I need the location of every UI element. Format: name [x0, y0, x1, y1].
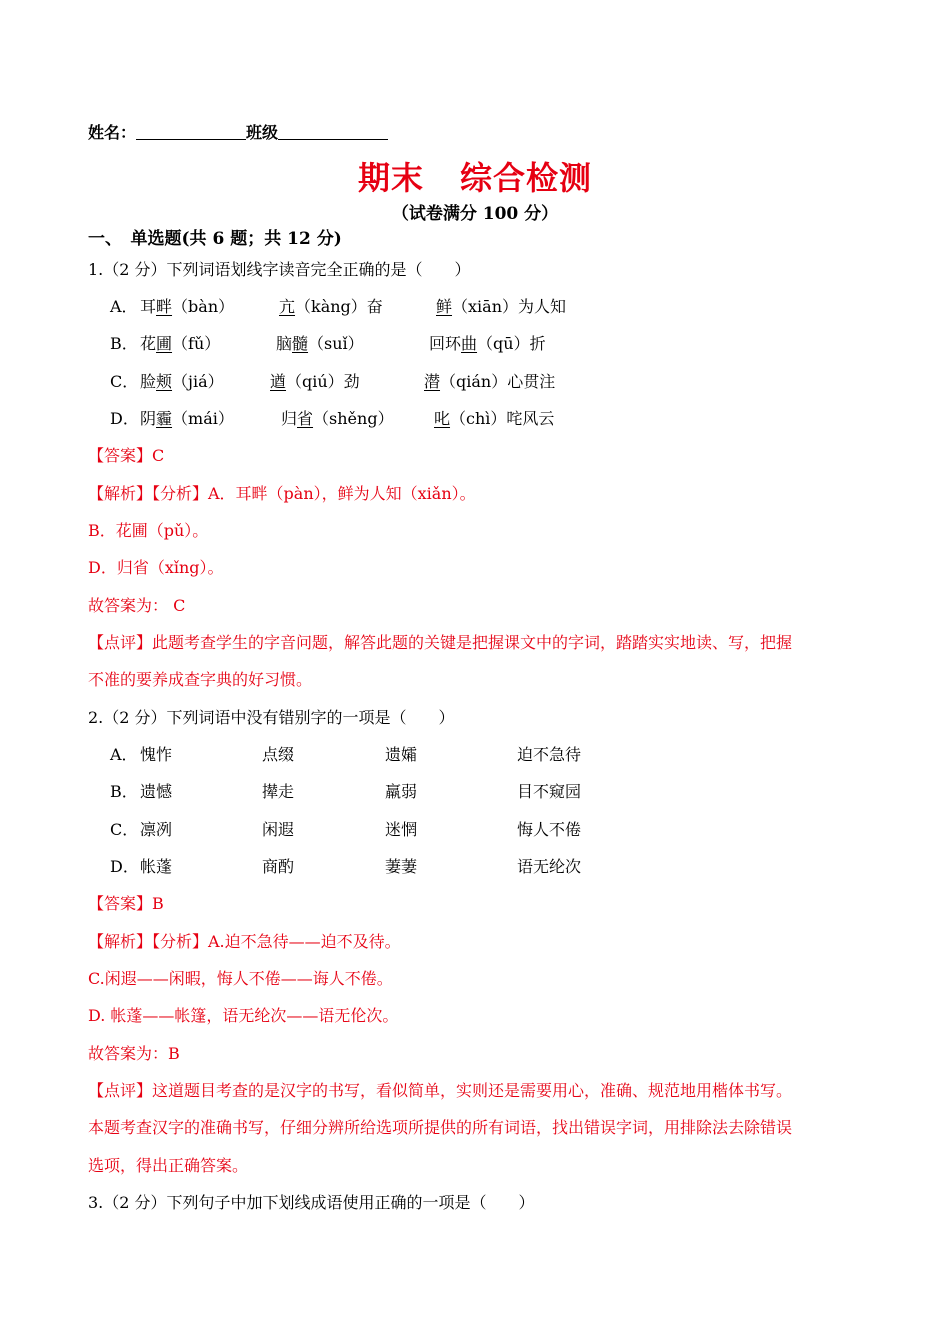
q2-analysis-line: 故答案为：B	[88, 1044, 180, 1063]
q2-analysis-line: 【点评】这道题目考查的是汉字的书写，看似简单，实则还是需要用心，准确、规范地用楷体书写。	[88, 1081, 793, 1100]
q2-option-word: 萋萋	[385, 857, 418, 876]
q2-option-word: 迷惘	[385, 820, 418, 839]
q1-option-item: 阴霾（mái）	[140, 409, 234, 428]
q1-option-item: 回环曲（qū）折	[429, 334, 546, 353]
name-blank	[136, 123, 246, 140]
q1-option-item: 归省（shěng）	[281, 409, 394, 428]
q1-analysis-line: 不准的要养成查字典的好习惯。	[88, 670, 313, 689]
q2-option-word: 遗憾	[140, 782, 173, 801]
q2-option-word: 帐蓬	[140, 857, 173, 876]
q1-option-item: 鲜（xiān）为人知	[436, 297, 567, 316]
class-blank	[278, 123, 388, 140]
q2-option-word: 语无纶次	[517, 857, 582, 876]
title-part2: 综合检测	[460, 159, 593, 197]
q1-analysis-line: 故答案为： C	[88, 596, 186, 615]
q1-option-item: 潜（qián）心贯注	[424, 372, 556, 391]
q2-stem: 2.（2 分）下列词语中没有错别字的一项是（ ）	[88, 708, 455, 727]
class-label: 班级	[246, 123, 279, 142]
q2-option-word: 目不窥园	[517, 782, 582, 801]
q2-option-word: 羸弱	[385, 782, 418, 801]
q1-option-letter: D．	[110, 409, 139, 428]
q1-stem: 1.（2 分）下列词语划线字读音完全正确的是（ ）	[88, 260, 471, 279]
name-label: 姓名：	[88, 123, 137, 142]
q2-option-word: 撵走	[262, 782, 295, 801]
title-part1: 期末	[357, 159, 424, 197]
q2-analysis-line: 【解析】【分析】A.迫不急待——迫不及待。	[88, 932, 401, 951]
q1-option-item: 花圃（fǔ）	[140, 334, 221, 353]
q2-option-letter: C．	[110, 820, 139, 839]
q1-option-item: 耳畔（bàn）	[140, 297, 235, 316]
page-title	[0, 156, 950, 200]
q1-option-letter: B．	[110, 334, 138, 353]
q1-option-item: 亢（kàng）奋	[279, 297, 383, 316]
q1-analysis-line: D．归省（xǐng）。	[88, 558, 224, 577]
q1-option-item: 脸颊（jiá）	[140, 372, 224, 391]
q2-option-word: 闲遐	[262, 820, 295, 839]
q1-analysis-line: 【点评】此题考查学生的字音问题，解答此题的关键是把握课文中的字词，踏踏实实地读、写，把握	[88, 633, 793, 652]
q2-option-word: 商酌	[262, 857, 295, 876]
q3-stem: 3.（2 分）下列句子中加下划线成语使用正确的一项是（ ）	[88, 1193, 535, 1212]
subtitle: （试卷满分 100 分）	[391, 204, 559, 224]
q2-option-word: 愧怍	[140, 745, 173, 764]
q2-option-letter: D．	[110, 857, 139, 876]
q1-analysis-line: B．花圃（pǔ）。	[88, 521, 209, 540]
q1-answer: 【答案】C	[88, 446, 165, 465]
q2-option-word: 点缀	[262, 745, 295, 764]
q2-analysis-line: 选项，得出正确答案。	[88, 1156, 249, 1175]
q1-option-letter: A．	[110, 297, 138, 316]
q2-option-letter: A．	[110, 745, 138, 764]
q1-option-item: 脑髓（suǐ）	[276, 334, 364, 353]
q2-option-word: 迫不急待	[517, 745, 582, 764]
q1-option-item: 遒（qiú）劲	[270, 372, 360, 391]
q2-analysis-line: C.闲遐——闲暇，悔人不倦——诲人不倦。	[88, 969, 393, 988]
q1-option-letter: C．	[110, 372, 139, 391]
q2-analysis-line: 本题考查汉字的准确书写，仔细分辨所给选项所提供的所有词语，找出错误字词，用排除法去除错误	[88, 1118, 793, 1137]
q2-analysis-line: D. 帐蓬——帐篷，语无纶次——语无伦次。	[88, 1006, 399, 1025]
q2-option-word: 遗孀	[385, 745, 418, 764]
q1-analysis-line: 【解析】【分析】A．耳畔（pàn），鲜为人知（xiǎn）。	[88, 484, 476, 503]
section-heading: 一、 单选题(共 6 题；共 12 分)	[88, 229, 342, 249]
q2-option-word: 悔人不倦	[517, 820, 582, 839]
name-class-line	[88, 122, 388, 144]
q2-option-letter: B．	[110, 782, 138, 801]
q2-option-word: 凛冽	[140, 820, 173, 839]
q1-option-item: 叱（chì）咤风云	[434, 409, 555, 428]
q2-answer: 【答案】B	[88, 894, 164, 913]
